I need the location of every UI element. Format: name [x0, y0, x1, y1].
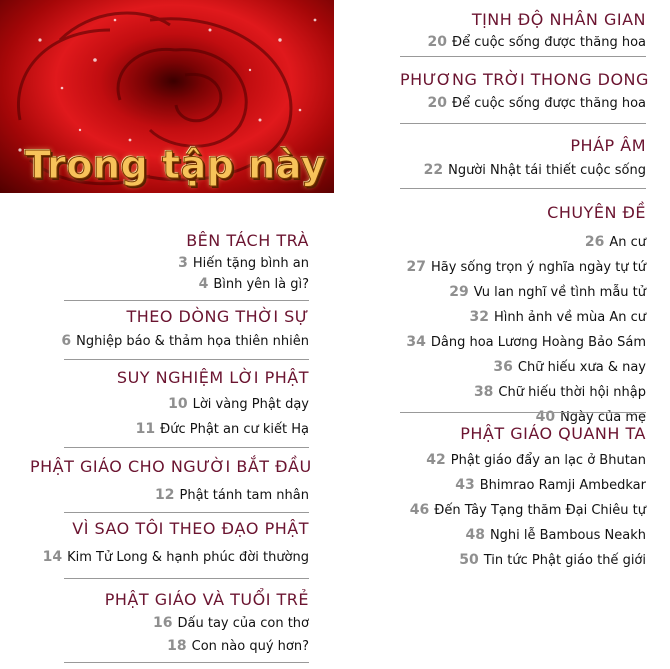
toc-section	[400, 203, 646, 430]
article-title: Con nào quý hơn?	[191, 639, 309, 654]
page-number: 29	[449, 284, 469, 300]
toc-entry[interactable]	[400, 473, 646, 498]
toc-entry[interactable]	[400, 33, 646, 52]
toc-entry[interactable]	[400, 280, 646, 305]
toc-section	[64, 368, 309, 442]
section-divider	[64, 447, 309, 448]
section-divider	[400, 412, 646, 413]
page-number: 50	[459, 552, 479, 568]
article-title: Người Nhật tái thiết cuộc sống	[448, 163, 646, 178]
toc-entry[interactable]	[400, 230, 646, 255]
section-divider	[400, 188, 646, 189]
page-number: 38	[473, 384, 494, 400]
page-number: 36	[493, 359, 513, 375]
toc-entry[interactable]	[400, 255, 646, 280]
toc-entry[interactable]	[400, 523, 646, 548]
article-title: Hãy sống trọn ý nghĩa ngày tự tứ	[430, 260, 646, 275]
page-number: 26	[584, 234, 605, 250]
article-title: Tin tức Phật giáo thế giới	[483, 553, 646, 568]
toc-section	[400, 70, 649, 113]
page-number: 46	[409, 502, 430, 518]
article-title: Dấu tay của con thơ	[177, 616, 309, 631]
article-title: Để cuộc sống được thăng hoa	[452, 96, 646, 111]
article-title: Ngày của mẹ	[560, 410, 646, 425]
issue-contents-heading: Trong tập này	[24, 143, 326, 187]
toc-entry[interactable]	[61, 329, 309, 354]
page-number: 40	[535, 409, 556, 425]
page-number: 32	[469, 309, 489, 325]
section-divider	[400, 56, 646, 57]
article-title: Bhimrao Ramji Ambedkar	[479, 478, 646, 493]
toc-entry[interactable]	[30, 483, 309, 508]
section-divider	[64, 662, 309, 663]
page-number: 12	[155, 487, 175, 503]
section-divider	[64, 300, 309, 301]
rose-banner-image	[0, 0, 334, 193]
section-title: SUY NGHIỆM LỜI PHẬT	[116, 368, 309, 387]
toc-entry[interactable]	[64, 612, 309, 635]
toc-entry[interactable]	[64, 274, 309, 295]
toc-section	[64, 231, 309, 295]
section-divider	[64, 578, 309, 579]
article-title: Hiến tặng bình an	[192, 256, 309, 271]
toc-entry[interactable]	[400, 498, 646, 523]
toc-section	[42, 519, 309, 570]
section-title: VÌ SAO TÔI THEO ĐẠO PHẬT	[72, 519, 309, 538]
page-number: 16	[153, 615, 173, 631]
section-title: BÊN TÁCH TRÀ	[186, 231, 309, 250]
page-number: 6	[61, 333, 72, 349]
section-divider	[400, 123, 646, 124]
article-title: Hình ảnh về mùa An cư	[493, 310, 646, 325]
article-title: Dâng hoa Lương Hoàng Bảo Sám	[430, 335, 646, 350]
toc-entry[interactable]	[400, 448, 646, 473]
article-title: An cư	[609, 235, 646, 250]
toc-entry[interactable]	[400, 355, 646, 380]
toc-entry[interactable]	[42, 545, 309, 570]
section-title: PHẬT GIÁO VÀ TUỔI TRẺ	[104, 590, 309, 609]
toc-entry[interactable]	[400, 161, 646, 180]
page-number: 3	[178, 255, 188, 271]
article-title: Bình yên là gì?	[213, 277, 309, 292]
toc-section	[61, 307, 309, 354]
section-title: PHƯƠNG TRỜI THONG DONG	[400, 70, 649, 89]
page-number: 42	[426, 452, 446, 468]
section-title: CHUYÊN ĐỀ	[547, 203, 646, 222]
toc-section	[400, 136, 646, 180]
article-title: Nghiệp báo & thảm họa thiên nhiên	[76, 334, 309, 349]
section-title: PHẬT GIÁO QUANH TA	[460, 424, 646, 443]
page-number: 18	[167, 638, 187, 654]
toc-entry[interactable]	[400, 305, 646, 330]
page-number: 43	[455, 477, 475, 493]
article-title: Phật giáo đẩy an lạc ở Bhutan	[450, 453, 646, 468]
article-title: Phật tánh tam nhân	[179, 488, 309, 503]
page-number: 11	[135, 421, 156, 437]
article-title: Kim Tử Long & hạnh phúc đời thường	[67, 550, 309, 565]
toc-entry[interactable]	[400, 330, 646, 355]
page-number: 48	[465, 527, 485, 543]
page-number: 20	[427, 34, 448, 50]
page-number: 27	[406, 259, 426, 275]
section-title: PHÁP ÂM	[570, 136, 646, 155]
toc-section	[400, 10, 646, 52]
toc-entry[interactable]	[400, 94, 646, 113]
section-divider	[64, 359, 309, 360]
section-title: TỊNH ĐỘ NHÂN GIAN	[471, 10, 646, 29]
article-title: Đến Tây Tạng thăm Đại Chiêu tự	[434, 503, 646, 518]
section-divider	[64, 512, 309, 513]
toc-entry[interactable]	[64, 635, 309, 658]
article-title: Chữ hiếu thời hội nhập	[498, 385, 646, 400]
article-title: Nghi lễ Bambous Neakh	[489, 528, 646, 543]
toc-entry[interactable]	[64, 392, 309, 417]
page-number: 20	[427, 95, 448, 111]
page-number: 22	[423, 162, 444, 178]
article-title: Lời vàng Phật dạy	[192, 397, 309, 412]
article-title: Để cuộc sống được thăng hoa	[452, 35, 646, 50]
article-title: Vu lan nghĩ về tình mẫu tử	[473, 285, 646, 300]
toc-entry[interactable]	[64, 253, 309, 274]
toc-section	[64, 590, 309, 658]
toc-entry[interactable]	[400, 380, 646, 405]
article-title: Đức Phật an cư kiết Hạ	[160, 422, 309, 437]
page-number: 34	[406, 334, 426, 350]
toc-entry[interactable]	[400, 548, 646, 573]
page-number: 4	[198, 276, 209, 292]
page-number: 10	[168, 396, 188, 412]
toc-section	[400, 424, 646, 573]
section-title: PHẬT GIÁO CHO NGƯỜI BẮT ĐẦU	[30, 457, 312, 476]
toc-entry[interactable]	[64, 417, 309, 442]
section-title: THEO DÒNG THỜI SỰ	[126, 307, 309, 326]
toc-section	[30, 457, 312, 508]
page-number: 14	[42, 549, 63, 565]
article-title: Chữ hiếu xưa & nay	[517, 360, 646, 375]
